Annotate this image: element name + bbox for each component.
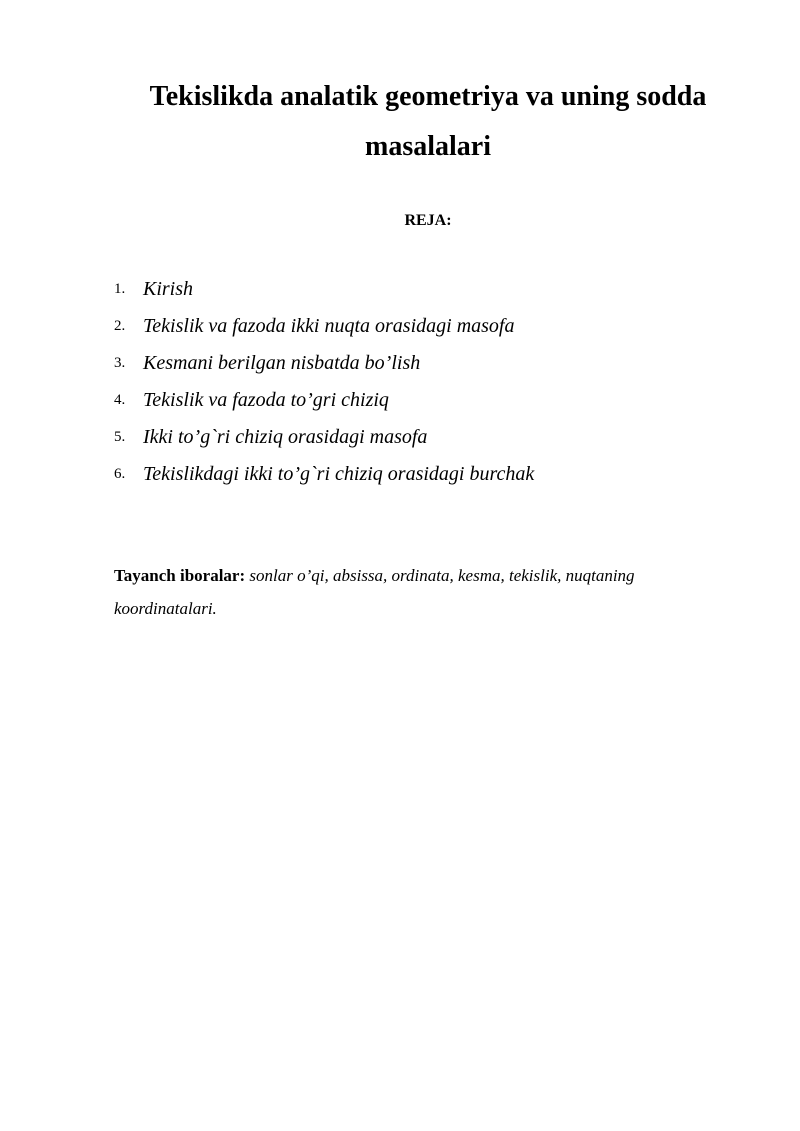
plan-item-number: 3. [114,355,126,371]
plan-item-text: Tekislikdagi ikki to’g`ri chiziq orasidagi burchak [143,463,535,485]
plan-heading: REJA: [404,212,452,229]
plan-item-number: 5. [114,429,126,445]
plan-item-text: Kirish [143,278,194,300]
plan-item-number: 4. [114,392,126,408]
plan-item-text: Tekislik va fazoda to’gri chiziq [143,389,389,411]
plan-item [114,419,534,456]
plan-item-number: 2. [114,318,126,334]
plan-item [114,271,534,308]
plan-item-number: 1. [114,281,126,297]
plan-item-text: Ikki to’g`ri chiziq orasidagi masofa [143,426,428,448]
plan-item [114,456,534,493]
plan-item-text: Tekislik va fazoda ikki nuqta orasidagi masofa [143,315,515,337]
plan-list [114,271,534,493]
plan-item [114,382,534,419]
plan-item-text: Kesmani berilgan nisbatda bo’lish [143,352,421,374]
keywords-text: sonlar o’qi, absissa, ordinata, kesma, tekislik, nuqtaning koordinatalari. [114,566,635,618]
keywords-label: Tayanch iboralar: [114,566,246,585]
plan-item-number: 6. [114,466,126,482]
plan-item [114,308,534,345]
title-line-1: Tekislikda analatik geometriya va uning sodda [149,81,707,112]
keywords-paragraph [114,559,714,625]
document-title [110,72,746,172]
plan-item [114,345,534,382]
title-line-2: masalalari [365,131,491,162]
